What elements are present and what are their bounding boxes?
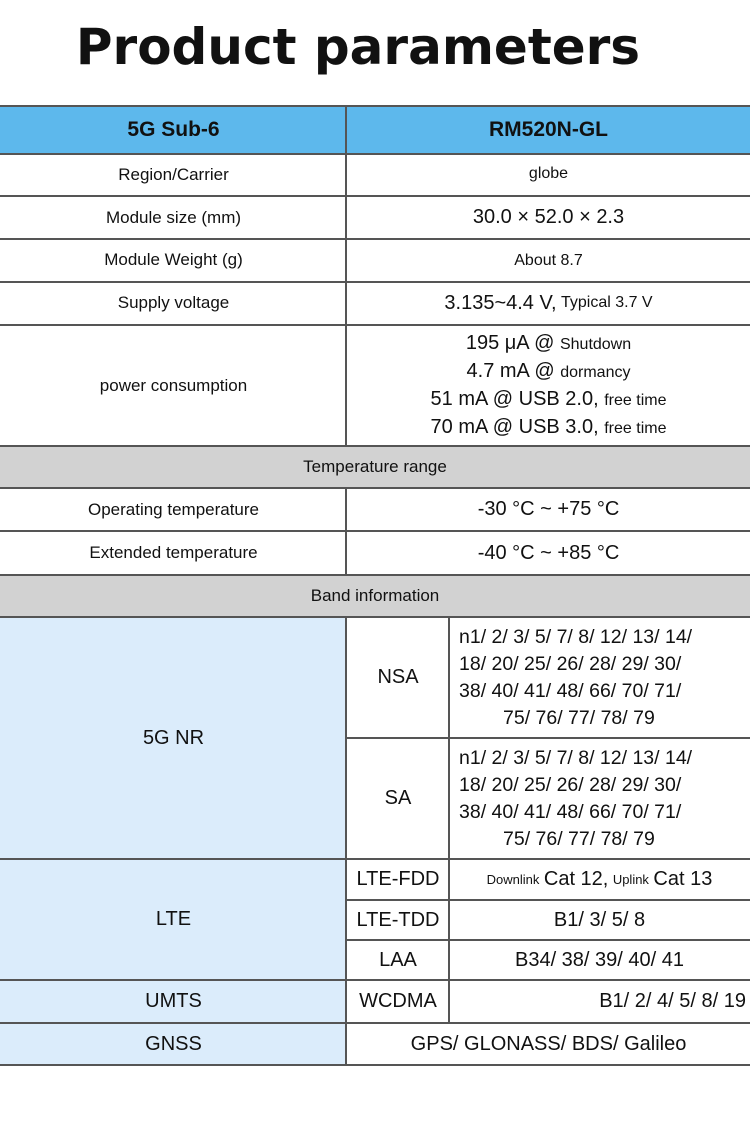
- temperature-value: -30 °C ~ +75 °C: [477, 498, 620, 520]
- lte-fdd-label: LTE-FDD: [356, 868, 440, 890]
- header-right-label: RM520N-GL: [488, 118, 609, 141]
- spec-value: [347, 281, 750, 325]
- power-line: 70 mA @ USB 3.0, free time: [430, 415, 667, 438]
- temperature-value: -40 °C ~ +85 °C: [477, 541, 620, 564]
- band-line: n1/ 2/ 3/ 5/ 7/ 8/ 12/ 13/ 14/: [459, 746, 693, 769]
- gnss-value: GPS/ GLONASS/ BDS/ Galileo: [410, 1032, 687, 1055]
- table-border: [0, 153, 750, 155]
- table-border: [347, 737, 750, 739]
- table-border: [0, 445, 750, 447]
- table-border: [345, 616, 347, 1065]
- header-left-label: 5G Sub-6: [127, 118, 220, 141]
- table-border: [0, 281, 750, 283]
- voltage-range: 3.135~4.4 V,: [444, 291, 557, 314]
- spec-label: Supply voltage: [117, 293, 230, 312]
- spec-label: Module size (mm): [105, 207, 242, 227]
- table-border: [448, 616, 450, 1023]
- power-label: power consumption: [99, 375, 248, 395]
- header-left-cell: [0, 106, 347, 154]
- table-border: [0, 487, 750, 489]
- nsa-label: NSA: [377, 666, 419, 688]
- spec-value: 30.0 × 52.0 × 2.3: [472, 206, 625, 228]
- power-line: 195 μA @ Shutdown: [465, 331, 632, 354]
- table-border: [345, 105, 347, 446]
- lte-tdd-value: B1/ 3/ 5/ 8: [553, 908, 646, 931]
- table-border: [0, 324, 750, 326]
- temperature-label: Extended temperature: [89, 543, 258, 562]
- power-values: [347, 325, 750, 446]
- voltage-typical: Typical 3.7 V: [561, 294, 653, 311]
- gnss-label: GNSS: [0, 1023, 347, 1065]
- power-line: 4.7 mA @ dormancy: [466, 359, 631, 382]
- temperature-section-header: Temperature range: [0, 446, 750, 488]
- spec-value: globe: [528, 165, 569, 182]
- spec-label: Module Weight (g): [104, 250, 243, 269]
- table-border: [345, 487, 347, 575]
- band-line: n1/ 2/ 3/ 5/ 7/ 8/ 12/ 13/ 14/: [459, 625, 693, 648]
- temperature-label: Operating temperature: [87, 499, 260, 519]
- band-line: 38/ 40/ 41/ 48/ 66/ 70/ 71/: [459, 679, 682, 702]
- band-line: 75/ 76/ 77/ 78/ 79: [503, 827, 655, 850]
- table-border: [0, 195, 750, 197]
- band-line: 75/ 76/ 77/ 78/ 79: [503, 706, 655, 729]
- nsa-bands: [449, 617, 750, 738]
- downlink-label: Downlink: [486, 872, 540, 887]
- uplink-value: Cat 13: [653, 868, 713, 890]
- sa-label: SA: [384, 787, 412, 809]
- table-border: [0, 574, 750, 576]
- downlink-value: Cat 12,: [543, 868, 609, 890]
- band-line: 38/ 40/ 41/ 48/ 66/ 70/ 71/: [459, 800, 682, 823]
- header-right-cell: [347, 106, 750, 154]
- spec-label: Region/Carrier: [118, 165, 229, 184]
- table-border: [0, 238, 750, 240]
- table-border: [347, 899, 750, 901]
- table-border: [0, 979, 750, 981]
- spec-value: About 8.7: [514, 252, 583, 269]
- table-border: [0, 616, 750, 618]
- lte-tdd-label: LTE-TDD: [356, 908, 440, 931]
- page-title: Product parameters: [75, 18, 641, 76]
- band-section-header: Band information: [0, 575, 750, 617]
- band-line: 18/ 20/ 25/ 26/ 28/ 29/ 30/: [459, 773, 682, 796]
- sa-bands: [449, 738, 750, 859]
- band-line: 18/ 20/ 25/ 26/ 28/ 29/ 30/: [459, 652, 682, 675]
- laa-value: B34/ 38/ 39/ 40/ 41: [514, 948, 685, 971]
- nr-label: 5G NR: [0, 617, 347, 859]
- table-border: [0, 105, 750, 107]
- laa-label: LAA: [379, 948, 417, 971]
- table-border: [0, 530, 750, 532]
- umts-sub-label: WCDMA: [359, 990, 437, 1012]
- lte-fdd-value: [449, 859, 750, 900]
- table-border: [0, 1022, 750, 1024]
- table-border: [0, 1064, 750, 1066]
- table-border: [347, 939, 750, 941]
- table-border: [0, 858, 750, 860]
- lte-label: LTE: [0, 859, 347, 980]
- uplink-label: Uplink: [612, 872, 649, 887]
- umts-value: B1/ 2/ 4/ 5/ 8/ 19: [599, 990, 746, 1012]
- power-line: 51 mA @ USB 2.0, free time: [430, 387, 667, 410]
- umts-label: UMTS: [0, 980, 347, 1023]
